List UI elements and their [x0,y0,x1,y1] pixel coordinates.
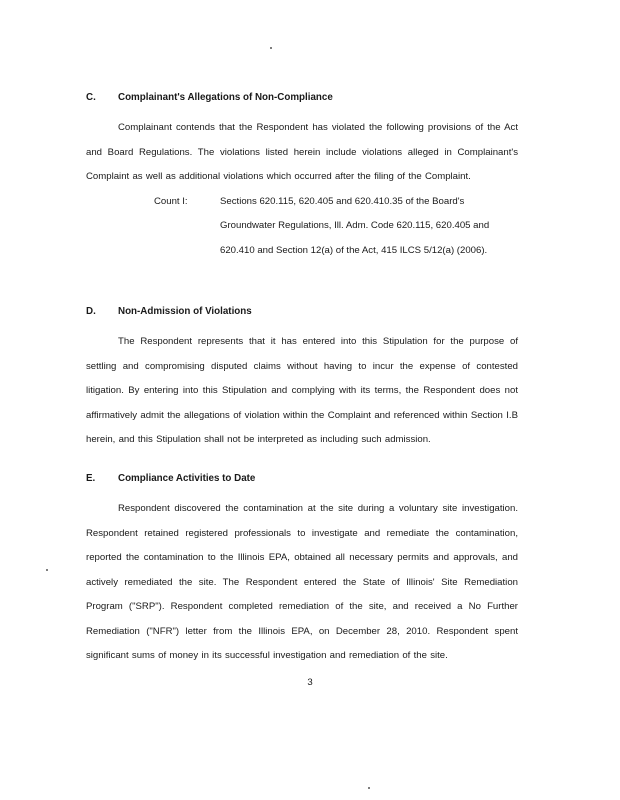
section-heading [86,306,518,320]
count-entry [154,190,518,264]
section-paragraph: Complainant contends that the Respondent has violated the following provisions of the Act and Board Regulations. The violations listed herein include violations alleged in Complainant's Complaint as well as additional violations which occurred after the filing of the Complaint. [86,122,518,182]
section-title: Complainant's Allegations of Non-Compliance [118,92,333,103]
count-text: Sections 620.115, 620.405 and 620.410.35 of the Board's Groundwater Regulations, Ill. Adm. Code 620.115, 620.405 and 620.410 and Section 12(a) of the Act, 415 ILCS 5/12(a) (2006). [220,195,490,256]
page-number: 3 [307,677,313,688]
scan-speck [270,47,272,49]
section-letter: E. [86,473,96,484]
section-c [86,92,518,263]
section-title: Compliance Activities to Date [118,473,256,484]
section-d [86,306,518,453]
scan-speck [368,787,370,789]
section-paragraph: Respondent discovered the contamination at the site during a voluntary site investigation. Respondent retained registered professionals to investigate and remediate the contamination, reported the contamination to the Illinois EPA, obtained all necessary permits and approvals, and actively remediated the site. The Respondent entered the State of Illinois' Site Remediation Program ("SRP"). Respondent completed remediation of the site, and received a No Further Remediation ("NFR") letter from the Illinois EPA, on December 28, 2010. Respondent spent significant sums of money in its successful investigation and remediation of the site. [86,503,518,661]
scan-speck [46,569,48,571]
count-label: Count I: [154,195,188,207]
section-letter: C. [86,92,96,103]
section-title: Non-Admission of Violations [118,306,252,317]
section-heading [86,92,518,106]
section-paragraph: The Respondent represents that it has entered into this Stipulation for the purpose of settling and compromising disputed claims without having to incur the expense of contested litigation. By entering into this Stipulation and complying with its terms, the Respondent does not affirmatively admit the allegations of violation within the Complaint and referenced within Section I.B herein, and this Stipulation shall not be interpreted as including such admission. [86,336,518,445]
section-letter: D. [86,306,96,317]
section-heading [86,473,518,487]
section-e [86,473,518,669]
